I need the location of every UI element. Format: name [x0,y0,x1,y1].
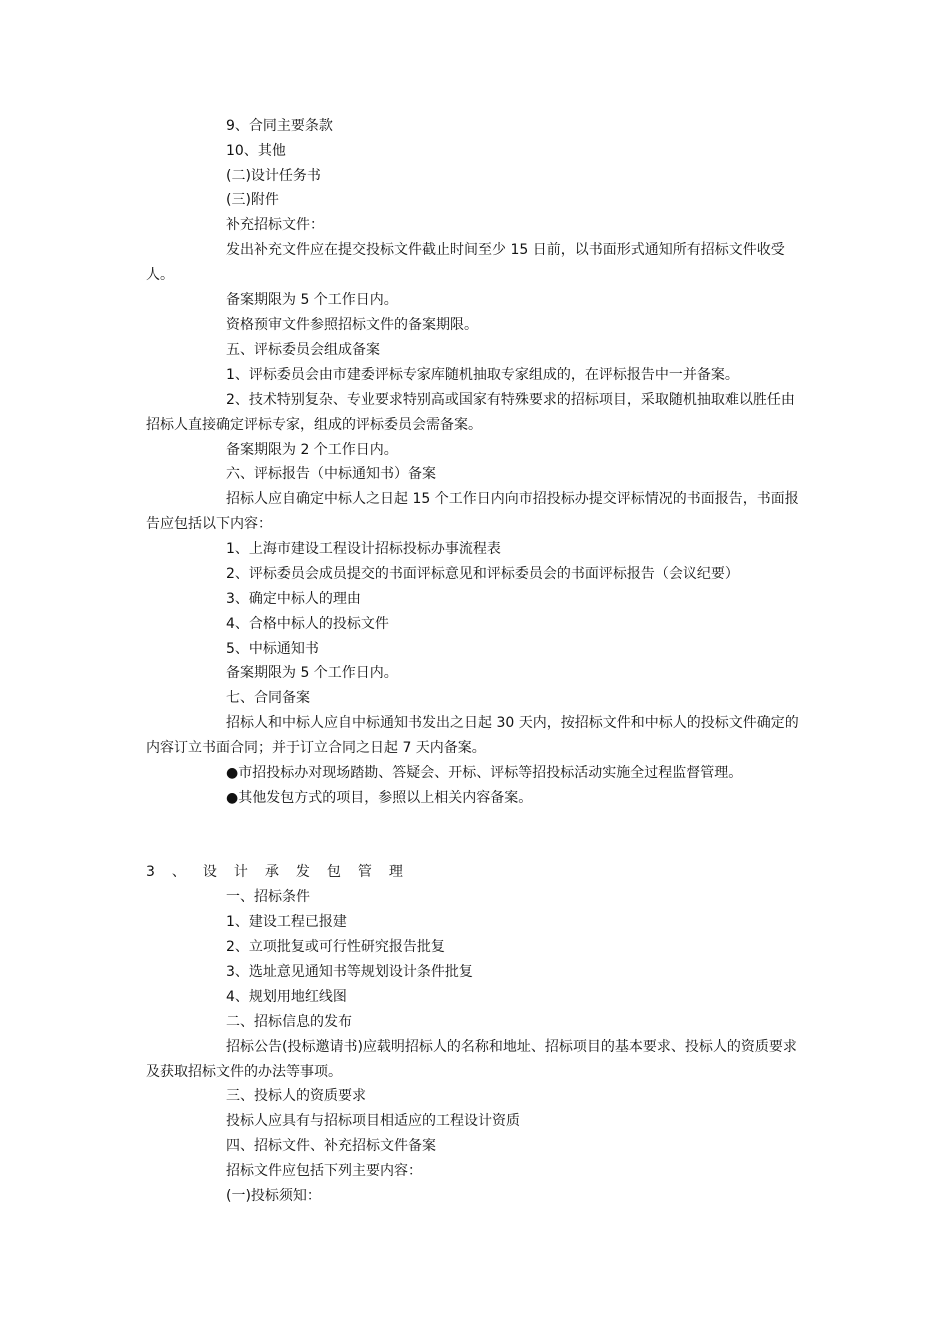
text-line: 1、评标委员会由市建委评标专家库随机抽取专家组成的，在评标报告中一并备案。 [226,367,739,383]
subheading: 二、招标信息的发布 [226,1014,352,1030]
section-heading: 3、设计承发包管理 [146,864,420,880]
list-item: 5、中标通知书 [226,641,319,657]
text-line: 投标人应具有与招标项目相适应的工程设计资质 [226,1113,520,1129]
list-item: 3、选址意见通知书等规划设计条件批复 [226,964,473,980]
bullet-item: ●市招投标办对现场踏勘、答疑会、开标、评标等招投标活动实施全过程监督管理。 [226,765,743,781]
list-item: 1、上海市建设工程设计招标投标办事流程表 [226,541,501,557]
subheading: 三、投标人的资质要求 [226,1088,366,1104]
text-line: 招标文件应包括下列主要内容： [226,1163,422,1179]
subheading: 一、招标条件 [226,889,310,905]
text-line: (三)附件 [226,192,279,208]
text-line: 补充招标文件： [226,217,324,233]
list-item: 2、评标委员会成员提交的书面评标意见和评标委员会的书面评标报告（会议纪要） [226,566,739,582]
paragraph: 招标人应自确定中标人之日起 15 个工作日内向市招投标办提交评标情况的书面报告，书面报告应包括以下内容： [146,491,799,532]
paragraph: 招标公告(投标邀请书)应载明招标人的名称和地址、招标项目的基本要求、投标人的资质要求及获取招标文件的办法等事项。 [146,1039,797,1080]
text-line: 10、其他 [226,143,286,159]
list-item: 4、规划用地红线图 [226,989,347,1005]
list-item: 4、合格中标人的投标文件 [226,616,389,632]
text-line: (二)设计任务书 [226,168,321,184]
list-item: 3、确定中标人的理由 [226,591,361,607]
paragraph: 发出补充文件应在提交投标文件截止时间至少 15 日前，以书面形式通知所有招标文件收受人。 [146,242,785,283]
subheading: 四、招标文件、补充招标文件备案 [226,1138,436,1154]
text-line: 备案期限为 5 个工作日内。 [226,292,398,308]
text-line: 备案期限为 2 个工作日内。 [226,442,398,458]
paragraph: 招标人和中标人应自中标通知书发出之日起 30 天内，按招标文件和中标人的投标文件确定的内容订立书面合同；并于订立合同之日起 7 天内备案。 [146,715,799,756]
text-line: 9、合同主要条款 [226,118,333,134]
bullet-item: ●其他发包方式的项目，参照以上相关内容备案。 [226,790,533,806]
text-line: 资格预审文件参照招标文件的备案期限。 [226,317,478,333]
subheading: 五、评标委员会组成备案 [226,342,380,358]
subheading: 六、评标报告（中标通知书）备案 [226,466,436,482]
text-line: 备案期限为 5 个工作日内。 [226,665,398,681]
paragraph: 2、技术特别复杂、专业要求特别高或国家有特殊要求的招标项目，采取随机抽取难以胜任由招标人直接确定评标专家，组成的评标委员会需备案。 [146,392,795,433]
list-item: 2、立项批复或可行性研究报告批复 [226,939,445,955]
list-item: 1、建设工程已报建 [226,914,347,930]
text-line: (一)投标须知： [226,1188,321,1204]
subheading: 七、合同备案 [226,690,310,706]
